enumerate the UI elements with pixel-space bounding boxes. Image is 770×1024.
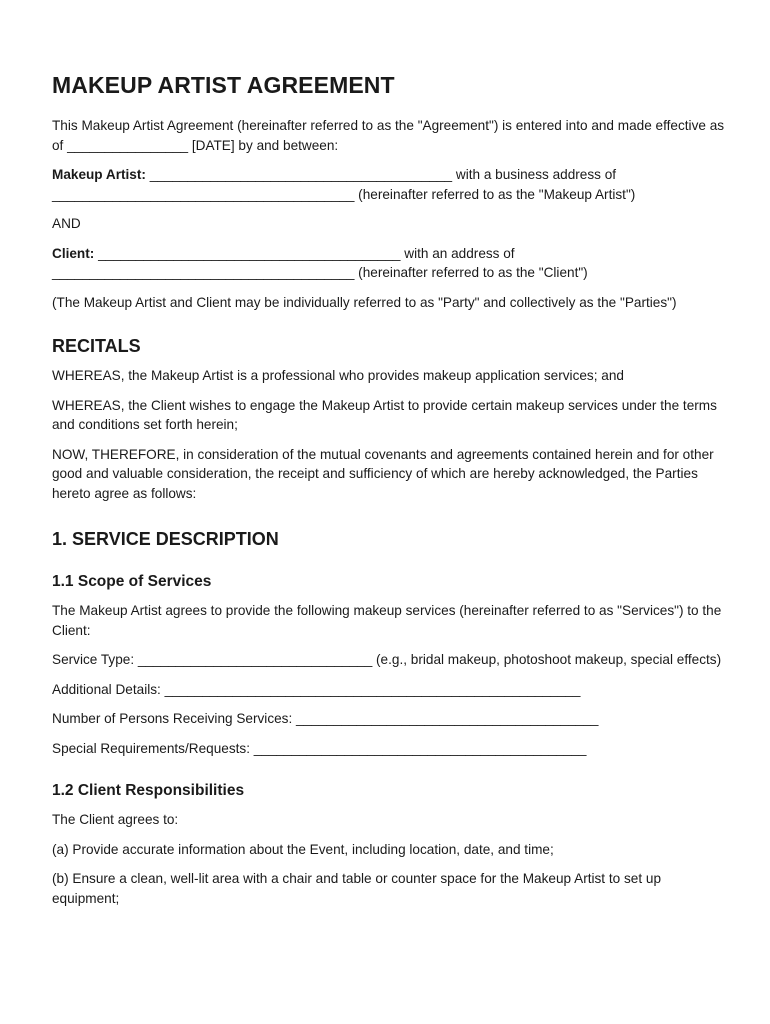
makeup-artist-label: Makeup Artist:	[52, 167, 146, 182]
recital-paragraph-2: WHEREAS, the Client wishes to engage the Makeup Artist to provide certain makeup services under the terms and conditions set forth herein;	[52, 397, 721, 432]
client-line1: ________________________________________ with an address of	[94, 245, 515, 261]
makeup-artist-block	[52, 165, 728, 204]
service-type-line: Service Type: _______________________________ (e.g., bridal makeup, photoshoot makeup, special effects)	[52, 652, 722, 667]
client-line2: ________________________________________ (hereinafter referred to as the "Client")	[52, 265, 588, 280]
agreement-page	[52, 70, 728, 918]
intro-paragraph: This Makeup Artist Agreement (hereinafter referred to as the "Agreement") is entered into and made effective as of ________________ [DATE] by and between:	[52, 118, 728, 153]
scope-intro: The Makeup Artist agrees to provide the following makeup services (hereinafter referred to as "Services") to the Client:	[52, 603, 726, 638]
service-description-heading: 1. SERVICE DESCRIPTION	[52, 529, 279, 549]
client-responsibility-b: (b) Ensure a clean, well-lit area with a chair and table or counter space for the Makeup Artist to set up equipment;	[52, 871, 665, 906]
recital-paragraph-1: WHEREAS, the Makeup Artist is a professional who provides makeup application services; and	[52, 368, 624, 383]
client-responsibilities-intro: The Client agrees to:	[52, 812, 179, 827]
recitals-heading: RECITALS	[52, 336, 141, 356]
additional-details-line: Additional Details: _______________________________________________________	[52, 681, 581, 697]
client-block	[52, 244, 728, 283]
and-text: AND	[52, 216, 81, 231]
makeup-artist-line2: ________________________________________ (hereinafter referred to as the "Makeup Artist")	[52, 186, 636, 202]
client-label: Client:	[52, 245, 95, 261]
recital-paragraph-3: NOW, THEREFORE, in consideration of the mutual covenants and agreements contained herein and for other good and valuable consideration, the receipt and sufficiency of which are hereby acknowledged, the Parties hereto agree as follows:	[52, 446, 718, 501]
makeup-artist-line1: ________________________________________ with a business address of	[145, 167, 617, 182]
client-responsibilities-heading: 1.2 Client Responsibilities	[52, 782, 245, 799]
document-title: MAKEUP ARTIST AGREEMENT	[52, 72, 395, 98]
number-of-persons-line: Number of Persons Receiving Services: ________________________________________	[52, 711, 599, 726]
scope-of-services-heading: 1.1 Scope of Services	[52, 573, 212, 590]
parties-note: (The Makeup Artist and Client may be individually referred to as "Party" and collectively as the "Parties")	[52, 294, 677, 310]
special-requirements-line: Special Requirements/Requests: ____________________________________________	[52, 740, 587, 756]
client-responsibility-a: (a) Provide accurate information about the Event, including location, date, and time;	[52, 841, 554, 857]
